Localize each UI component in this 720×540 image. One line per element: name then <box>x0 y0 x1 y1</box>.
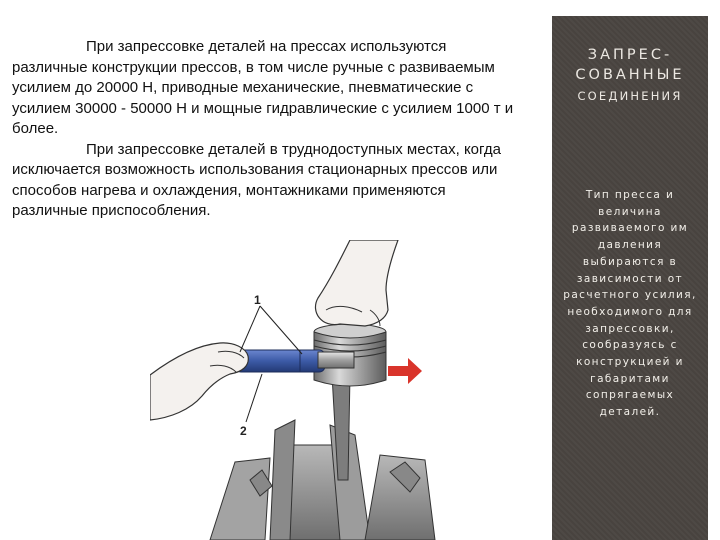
paragraph-1: При запрессовке деталей на прессах используются различные конструкции прессов, в том числе ручные с развиваемым усилием до 20000 Н, приводные механические, пневматические с усилием 30000 - 50000 Н и мощные гидравлические с усилием 1000 т и более. <box>12 38 514 137</box>
figure-label-1: 1 <box>254 293 261 307</box>
engine-block <box>210 420 435 540</box>
piston-press-illustration <box>150 240 450 540</box>
sidebar <box>552 16 708 540</box>
sidebar-title-line-1: ЗАПРЕС- <box>587 47 673 63</box>
paragraph-2: При запрессовке деталей в труднодоступных местах, когда исключается возможность использования стационарных прессов или способов нагрева и охлаждения, монтажниками применяются различные приспособления. <box>12 140 501 219</box>
sidebar-title-line-2: СОВАННЫЕ <box>575 67 685 83</box>
body-text <box>12 37 522 222</box>
figure-label-2: 2 <box>240 424 247 438</box>
sidebar-title <box>552 45 708 105</box>
leader-line-1a <box>240 306 260 352</box>
sidebar-text: Тип пресса и величина развиваемого им давления выбираются в зависимости от расчетного усилия, необходимого для запрессовки, сообразуясь с конструкцией и габаритами сопрягаемых деталей. <box>563 189 697 419</box>
leader-line-2 <box>246 374 262 422</box>
direction-arrow <box>388 358 422 384</box>
left-hand <box>150 343 248 420</box>
upper-hand <box>315 240 398 326</box>
sidebar-title-line-3: СОЕДИНЕНИЯ <box>577 89 683 103</box>
leader-line-1b <box>260 306 302 354</box>
